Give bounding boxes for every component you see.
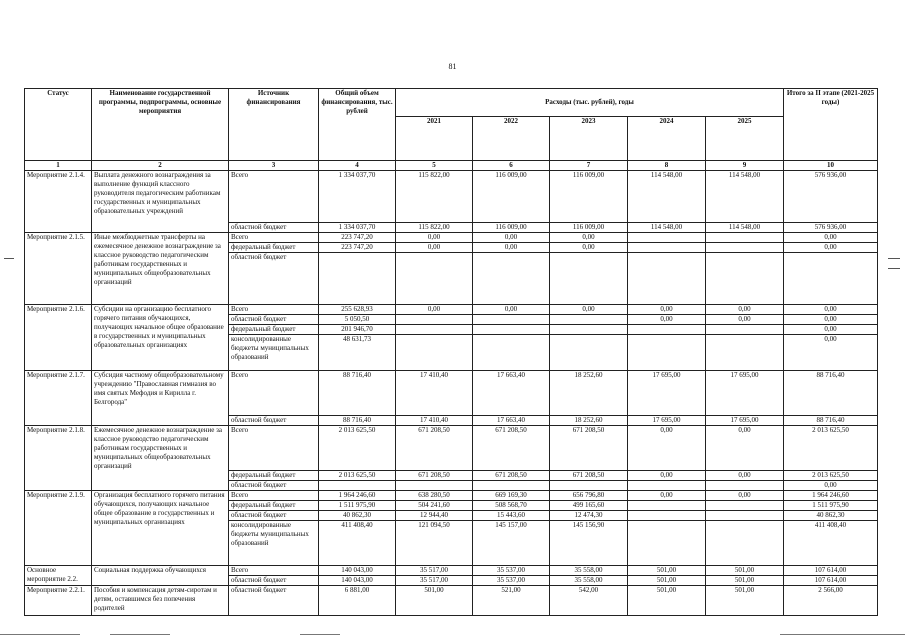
cell-total: 40 862,30 xyxy=(319,511,396,521)
cell-year-value: 35 517,00 xyxy=(396,576,473,586)
cell-year-value: 35 517,00 xyxy=(396,566,473,576)
cell-year-value: 12 474,30 xyxy=(550,511,628,521)
row-source: федеральный бюджет xyxy=(229,325,319,335)
row-measure-name: Социальная поддержка обучающихся xyxy=(92,566,229,586)
cell-stage-total: 0,00 xyxy=(784,305,878,315)
cell-total: 201 946,70 xyxy=(319,325,396,335)
cell-year-value xyxy=(396,253,473,305)
cell-year-value: 638 280,50 xyxy=(396,491,473,501)
cell-total: 223 747,20 xyxy=(319,233,396,243)
cell-year-value: 145 157,00 xyxy=(473,521,550,566)
header-stage-total: Итого за II этапе (2021-2025 годы) xyxy=(784,89,878,161)
row-source: Всего xyxy=(229,233,319,243)
row-source: консолидированные бюджеты муниципальных образований xyxy=(229,335,319,371)
cell-year-value: 501,00 xyxy=(706,586,784,616)
cell-year-value: 114 548,00 xyxy=(628,171,706,223)
row-source: областной бюджет xyxy=(229,511,319,521)
cell-year-value: 671 208,50 xyxy=(473,471,550,481)
cell-year-value: 0,00 xyxy=(396,243,473,253)
cell-total: 411 408,40 xyxy=(319,521,396,566)
header-year: 2025 xyxy=(706,117,784,161)
cell-year-value: 35 558,00 xyxy=(550,576,628,586)
cell-year-value xyxy=(628,481,706,491)
cell-year-value: 0,00 xyxy=(628,305,706,315)
row-measure-name: Иные межбюджетные трансферты на ежемесячное денежное вознаграждение за классное руководство педагогическим работникам государственных и муниципальных общеобразовательных организаций xyxy=(92,233,229,305)
row-status: Мероприятие 2.1.9. xyxy=(25,491,92,566)
cell-year-value: 0,00 xyxy=(550,233,628,243)
row-source: областной бюджет xyxy=(229,586,319,616)
cell-year-value: 0,00 xyxy=(473,305,550,315)
cell-year-value: 17 695,00 xyxy=(706,416,784,426)
cell-year-value: 671 208,50 xyxy=(550,426,628,471)
cell-year-value: 0,00 xyxy=(628,315,706,325)
row-source: федеральный бюджет xyxy=(229,243,319,253)
cell-year-value: 501,00 xyxy=(628,576,706,586)
cell-year-value: 116 009,00 xyxy=(550,223,628,233)
cell-year-value: 0,00 xyxy=(706,305,784,315)
financing-table xyxy=(24,88,878,616)
cell-year-value xyxy=(628,521,706,566)
column-number: 10 xyxy=(784,161,878,171)
scan-edge-mark xyxy=(4,258,14,259)
row-source: Всего xyxy=(229,491,319,501)
row-source: Всего xyxy=(229,371,319,416)
cell-year-value xyxy=(706,481,784,491)
cell-total: 1 334 037,70 xyxy=(319,171,396,223)
cell-stage-total xyxy=(784,253,878,305)
row-measure-name: Выплата денежного вознаграждения за выполнение функций классного руководителя педагогическим работникам государственных и муниципальных образовательных учреждений xyxy=(92,171,229,233)
cell-year-value: 17 663,40 xyxy=(473,371,550,416)
column-number: 1 xyxy=(25,161,92,171)
table-row xyxy=(25,233,878,243)
row-status: Мероприятие 2.1.4. xyxy=(25,171,92,233)
cell-stage-total: 2 013 625,50 xyxy=(784,471,878,481)
cell-year-value: 656 796,80 xyxy=(550,491,628,501)
cell-year-value: 542,00 xyxy=(550,586,628,616)
cell-stage-total: 0,00 xyxy=(784,315,878,325)
cell-total: 223 747,20 xyxy=(319,243,396,253)
header-year: 2021 xyxy=(396,117,473,161)
cell-year-value xyxy=(628,253,706,305)
cell-total xyxy=(319,253,396,305)
cell-year-value: 15 443,60 xyxy=(473,511,550,521)
cell-year-value: 0,00 xyxy=(628,491,706,501)
row-source: Всего xyxy=(229,566,319,576)
cell-stage-total: 0,00 xyxy=(784,481,878,491)
cell-total: 1 334 037,70 xyxy=(319,223,396,233)
cell-year-value xyxy=(706,521,784,566)
cell-year-value: 114 548,00 xyxy=(628,223,706,233)
cell-year-value: 0,00 xyxy=(473,233,550,243)
table-row xyxy=(25,586,878,616)
header-year: 2023 xyxy=(550,117,628,161)
cell-year-value xyxy=(550,253,628,305)
cell-total: 2 013 625,50 xyxy=(319,426,396,471)
row-source: областной бюджет xyxy=(229,315,319,325)
row-source: федеральный бюджет xyxy=(229,501,319,511)
cell-year-value: 121 094,50 xyxy=(396,521,473,566)
cell-year-value: 521,00 xyxy=(473,586,550,616)
cell-year-value: 18 252,60 xyxy=(550,416,628,426)
cell-year-value: 17 695,00 xyxy=(628,371,706,416)
cell-year-value: 114 548,00 xyxy=(706,171,784,223)
cell-stage-total: 107 614,00 xyxy=(784,566,878,576)
cell-stage-total: 107 614,00 xyxy=(784,576,878,586)
row-status: Мероприятие 2.1.5. xyxy=(25,233,92,305)
cell-stage-total: 1 511 975,90 xyxy=(784,501,878,511)
cell-year-value: 671 208,50 xyxy=(550,471,628,481)
header-year: 2022 xyxy=(473,117,550,161)
cell-year-value xyxy=(396,481,473,491)
row-source: Всего xyxy=(229,305,319,315)
cell-stage-total: 2 013 625,50 xyxy=(784,426,878,471)
row-source: областной бюджет xyxy=(229,481,319,491)
cell-stage-total: 0,00 xyxy=(784,243,878,253)
cell-year-value: 671 208,50 xyxy=(473,426,550,471)
cell-year-value: 115 822,00 xyxy=(396,223,473,233)
cell-year-value: 17 695,00 xyxy=(706,371,784,416)
cell-year-value: 0,00 xyxy=(396,305,473,315)
cell-year-value xyxy=(628,233,706,243)
cell-year-value: 35 537,00 xyxy=(473,566,550,576)
row-source: областной бюджет xyxy=(229,576,319,586)
row-source: областной бюджет xyxy=(229,223,319,233)
cell-year-value: 0,00 xyxy=(628,426,706,471)
cell-stage-total: 411 408,40 xyxy=(784,521,878,566)
cell-year-value: 669 169,30 xyxy=(473,491,550,501)
table-row xyxy=(25,305,878,315)
cell-year-value: 501,00 xyxy=(706,566,784,576)
row-measure-name: Субсидии на организацию бесплатного горячего питания обучающихся, получающих начальное общее образование в государственных и муниципальных образовательных организациях xyxy=(92,305,229,371)
cell-year-value: 35 537,00 xyxy=(473,576,550,586)
header-status: Статус xyxy=(25,89,92,161)
cell-year-value xyxy=(550,481,628,491)
cell-total: 140 043,00 xyxy=(319,576,396,586)
cell-year-value: 17 410,40 xyxy=(396,371,473,416)
cell-total xyxy=(319,481,396,491)
row-measure-name: Организация бесплатного горячего питания обучающихся, получающих начальное общее образование в государственных и муниципальных организациях xyxy=(92,491,229,566)
cell-year-value xyxy=(550,315,628,325)
table-row xyxy=(25,171,878,223)
cell-stage-total: 0,00 xyxy=(784,325,878,335)
cell-total: 1 964 246,60 xyxy=(319,491,396,501)
cell-year-value xyxy=(628,325,706,335)
cell-year-value: 12 944,40 xyxy=(396,511,473,521)
column-number: 3 xyxy=(229,161,319,171)
cell-year-value: 18 252,60 xyxy=(550,371,628,416)
cell-year-value xyxy=(473,253,550,305)
cell-year-value: 114 548,00 xyxy=(706,223,784,233)
cell-stage-total: 576 936,00 xyxy=(784,223,878,233)
column-number: 4 xyxy=(319,161,396,171)
row-status: Мероприятие 2.1.7. xyxy=(25,371,92,426)
cell-year-value xyxy=(396,325,473,335)
row-source: федеральный бюджет xyxy=(229,471,319,481)
scan-bottom-edge xyxy=(0,628,905,640)
row-source: областной бюджет xyxy=(229,253,319,305)
cell-year-value: 116 009,00 xyxy=(473,171,550,223)
cell-total: 1 511 975,90 xyxy=(319,501,396,511)
cell-total: 6 881,00 xyxy=(319,586,396,616)
table-row xyxy=(25,491,878,501)
cell-year-value xyxy=(396,315,473,325)
cell-year-value xyxy=(628,511,706,521)
cell-year-value xyxy=(706,253,784,305)
cell-total: 2 013 625,50 xyxy=(319,471,396,481)
cell-year-value: 671 208,50 xyxy=(396,426,473,471)
cell-stage-total: 0,00 xyxy=(784,335,878,371)
cell-total: 48 631,73 xyxy=(319,335,396,371)
cell-total: 255 628,93 xyxy=(319,305,396,315)
header-source: Источник финансирования xyxy=(229,89,319,161)
cell-year-value xyxy=(473,335,550,371)
cell-year-value xyxy=(628,243,706,253)
cell-stage-total: 40 862,30 xyxy=(784,511,878,521)
cell-year-value xyxy=(473,315,550,325)
cell-year-value xyxy=(550,335,628,371)
cell-year-value xyxy=(396,335,473,371)
cell-year-value: 0,00 xyxy=(550,243,628,253)
row-measure-name: Пособия и компенсация детям-сиротам и детям, оставшимся без попечения родителей xyxy=(92,586,229,616)
cell-year-value: 145 156,90 xyxy=(550,521,628,566)
scan-edge-mark xyxy=(888,258,900,259)
cell-total: 140 043,00 xyxy=(319,566,396,576)
cell-year-value: 508 568,70 xyxy=(473,501,550,511)
cell-stage-total: 576 936,00 xyxy=(784,171,878,223)
column-number: 6 xyxy=(473,161,550,171)
table-row xyxy=(25,426,878,471)
column-number: 5 xyxy=(396,161,473,171)
cell-stage-total: 88 716,40 xyxy=(784,371,878,416)
cell-year-value xyxy=(628,501,706,511)
scan-edge-mark xyxy=(888,268,900,269)
cell-year-value xyxy=(706,335,784,371)
cell-year-value: 115 822,00 xyxy=(396,171,473,223)
cell-stage-total: 0,00 xyxy=(784,233,878,243)
cell-year-value: 501,00 xyxy=(706,576,784,586)
cell-year-value xyxy=(706,243,784,253)
cell-total: 88 716,40 xyxy=(319,416,396,426)
cell-year-value: 499 165,60 xyxy=(550,501,628,511)
column-number: 9 xyxy=(706,161,784,171)
cell-year-value: 0,00 xyxy=(396,233,473,243)
cell-year-value: 0,00 xyxy=(706,426,784,471)
page-number: 81 xyxy=(448,62,457,71)
cell-year-value: 501,00 xyxy=(628,566,706,576)
cell-year-value: 671 208,50 xyxy=(396,471,473,481)
cell-year-value xyxy=(550,325,628,335)
row-status: Мероприятие 2.1.6. xyxy=(25,305,92,371)
cell-year-value: 0,00 xyxy=(473,243,550,253)
cell-stage-total: 1 964 246,60 xyxy=(784,491,878,501)
cell-year-value: 17 695,00 xyxy=(628,416,706,426)
cell-year-value xyxy=(706,511,784,521)
cell-year-value: 0,00 xyxy=(706,315,784,325)
row-status: Мероприятие 2.1.8. xyxy=(25,426,92,491)
cell-year-value: 35 558,00 xyxy=(550,566,628,576)
row-measure-name: Ежемесячное денежное вознаграждение за классное руководство педагогическим работникам государственных и муниципальных общеобразовательных организаций xyxy=(92,426,229,491)
column-number: 2 xyxy=(92,161,229,171)
cell-year-value: 501,00 xyxy=(396,586,473,616)
cell-year-value: 501,00 xyxy=(628,586,706,616)
cell-stage-total: 88 716,40 xyxy=(784,416,878,426)
row-status: Мероприятие 2.2.1. xyxy=(25,586,92,616)
table-row xyxy=(25,371,878,416)
cell-total: 88 716,40 xyxy=(319,371,396,416)
cell-year-value xyxy=(473,325,550,335)
cell-year-value: 504 241,60 xyxy=(396,501,473,511)
cell-year-value: 0,00 xyxy=(628,471,706,481)
header-expenses: Расходы (тыс. рублей), годы xyxy=(396,89,784,117)
cell-year-value xyxy=(706,325,784,335)
cell-year-value: 0,00 xyxy=(550,305,628,315)
cell-stage-total: 2 566,00 xyxy=(784,586,878,616)
row-measure-name: Субсидия частному общеобразовательному учреждению "Православная гимназия во имя святых Мефодия и Кирилла г. Белгорода" xyxy=(92,371,229,426)
header-total: Общий объем финансирования, тыс. рублей xyxy=(319,89,396,161)
row-status: Основное мероприятие 2.2. xyxy=(25,566,92,586)
column-number: 8 xyxy=(628,161,706,171)
row-source: Всего xyxy=(229,426,319,471)
row-source: областной бюджет xyxy=(229,416,319,426)
cell-year-value xyxy=(706,501,784,511)
cell-year-value: 116 009,00 xyxy=(473,223,550,233)
cell-year-value: 0,00 xyxy=(706,491,784,501)
header-name: Наименование государственной программы, подпрограммы, основные мероприятия xyxy=(92,89,229,161)
cell-year-value xyxy=(628,335,706,371)
column-number: 7 xyxy=(550,161,628,171)
row-source: консолидированные бюджеты муниципальных образований xyxy=(229,521,319,566)
cell-year-value: 17 410,40 xyxy=(396,416,473,426)
cell-total: 5 050,50 xyxy=(319,315,396,325)
cell-year-value xyxy=(706,233,784,243)
header-year: 2024 xyxy=(628,117,706,161)
cell-year-value: 116 009,00 xyxy=(550,171,628,223)
row-source: Всего xyxy=(229,171,319,223)
cell-year-value xyxy=(473,481,550,491)
cell-year-value: 0,00 xyxy=(706,471,784,481)
cell-year-value: 17 663,40 xyxy=(473,416,550,426)
table-row xyxy=(25,566,878,576)
